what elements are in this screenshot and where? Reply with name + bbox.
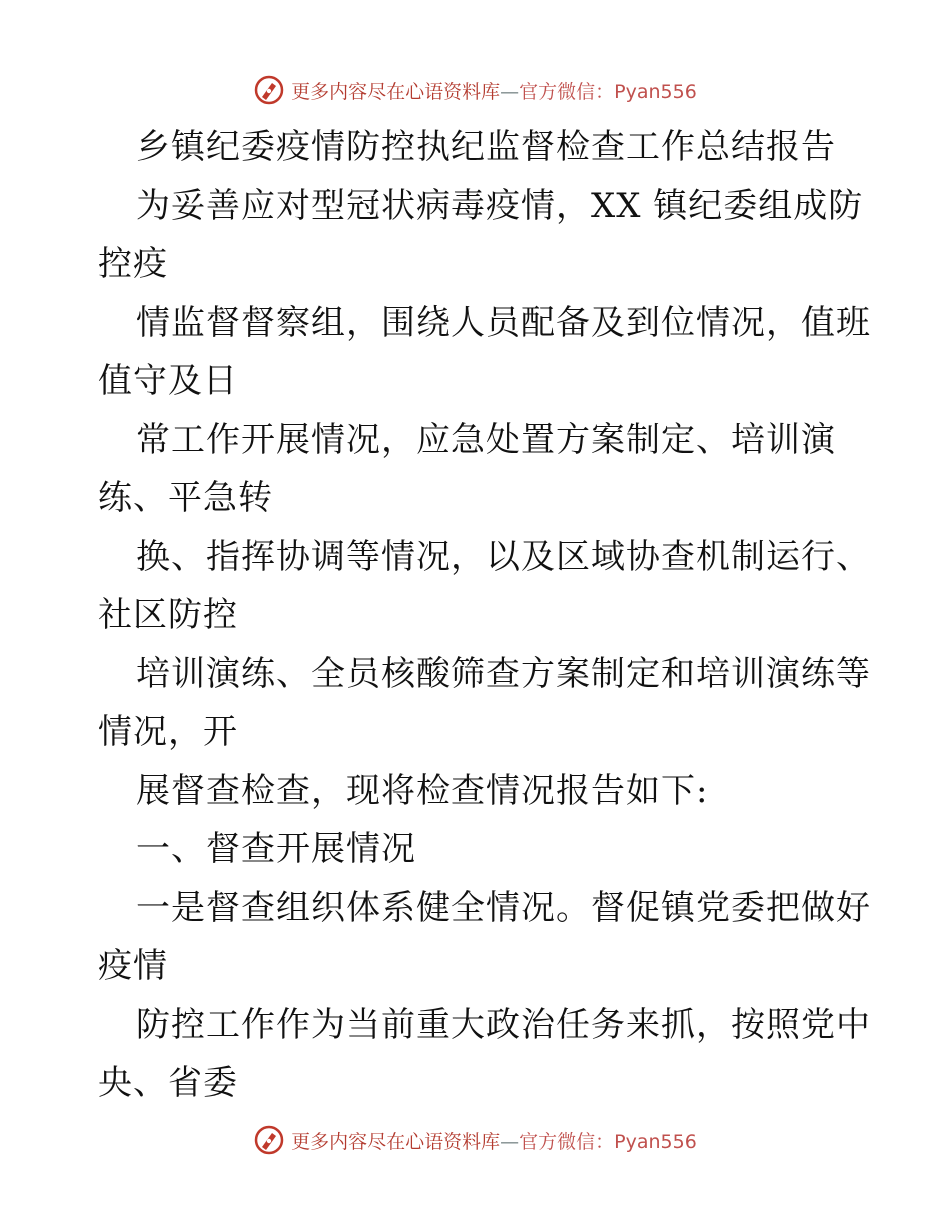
paragraph-line: 练、平急转 [98, 478, 273, 518]
paragraph-line: 央、省委 [98, 1063, 238, 1103]
paragraph-line: 社区防控 [98, 595, 238, 635]
document-body [98, 118, 871, 1113]
pen-nib-seal-icon [253, 74, 285, 106]
watermark-separator: — [500, 80, 520, 103]
paragraph-line: 培训演练、全员核酸筛查方案制定和培训演练等 [136, 653, 871, 694]
watermark-text [291, 1127, 697, 1154]
paragraph-line: 控疫 [98, 244, 168, 284]
document-title: 乡镇纪委疫情防控执纪监督检查工作总结报告 [136, 127, 836, 167]
watermark-wechat-text: 官方微信：Pyan556 [519, 80, 697, 103]
paragraph-line: 情况，开 [98, 712, 238, 752]
paragraph-line: 值守及日 [98, 361, 238, 401]
watermark-separator: — [500, 1130, 520, 1153]
paragraph-line: 换、指挥协调等情况，以及区域协查机制运行、 [136, 536, 871, 577]
paragraph-line: 情监督督察组，围绕人员配备及到位情况，值班 [136, 302, 871, 343]
section-heading: 一、督查开展情况 [136, 829, 416, 869]
watermark-header [0, 70, 950, 110]
pen-nib-seal-icon [253, 1124, 285, 1156]
paragraph-line: 常工作开展情况，应急处置方案制定、培训演 [136, 419, 836, 460]
watermark-wechat-text: 官方微信：Pyan556 [519, 1130, 697, 1153]
paragraph-line: 一是督查组织体系健全情况。督促镇党委把做好 [136, 887, 871, 928]
watermark-site-text: 更多内容尽在心语资料库 [291, 80, 501, 103]
paragraph-line: 展督查检查，现将检查情况报告如下: [136, 770, 709, 811]
watermark-footer [0, 1120, 950, 1160]
watermark-text [291, 77, 697, 104]
paragraph-line: 防控工作作为当前重大政治任务来抓，按照党中 [136, 1004, 871, 1045]
watermark-site-text: 更多内容尽在心语资料库 [291, 1130, 501, 1153]
paragraph-line: 为妥善应对型冠状病毒疫情，XX 镇纪委组成防 [136, 185, 864, 226]
paragraph-line: 疫情 [98, 946, 168, 986]
